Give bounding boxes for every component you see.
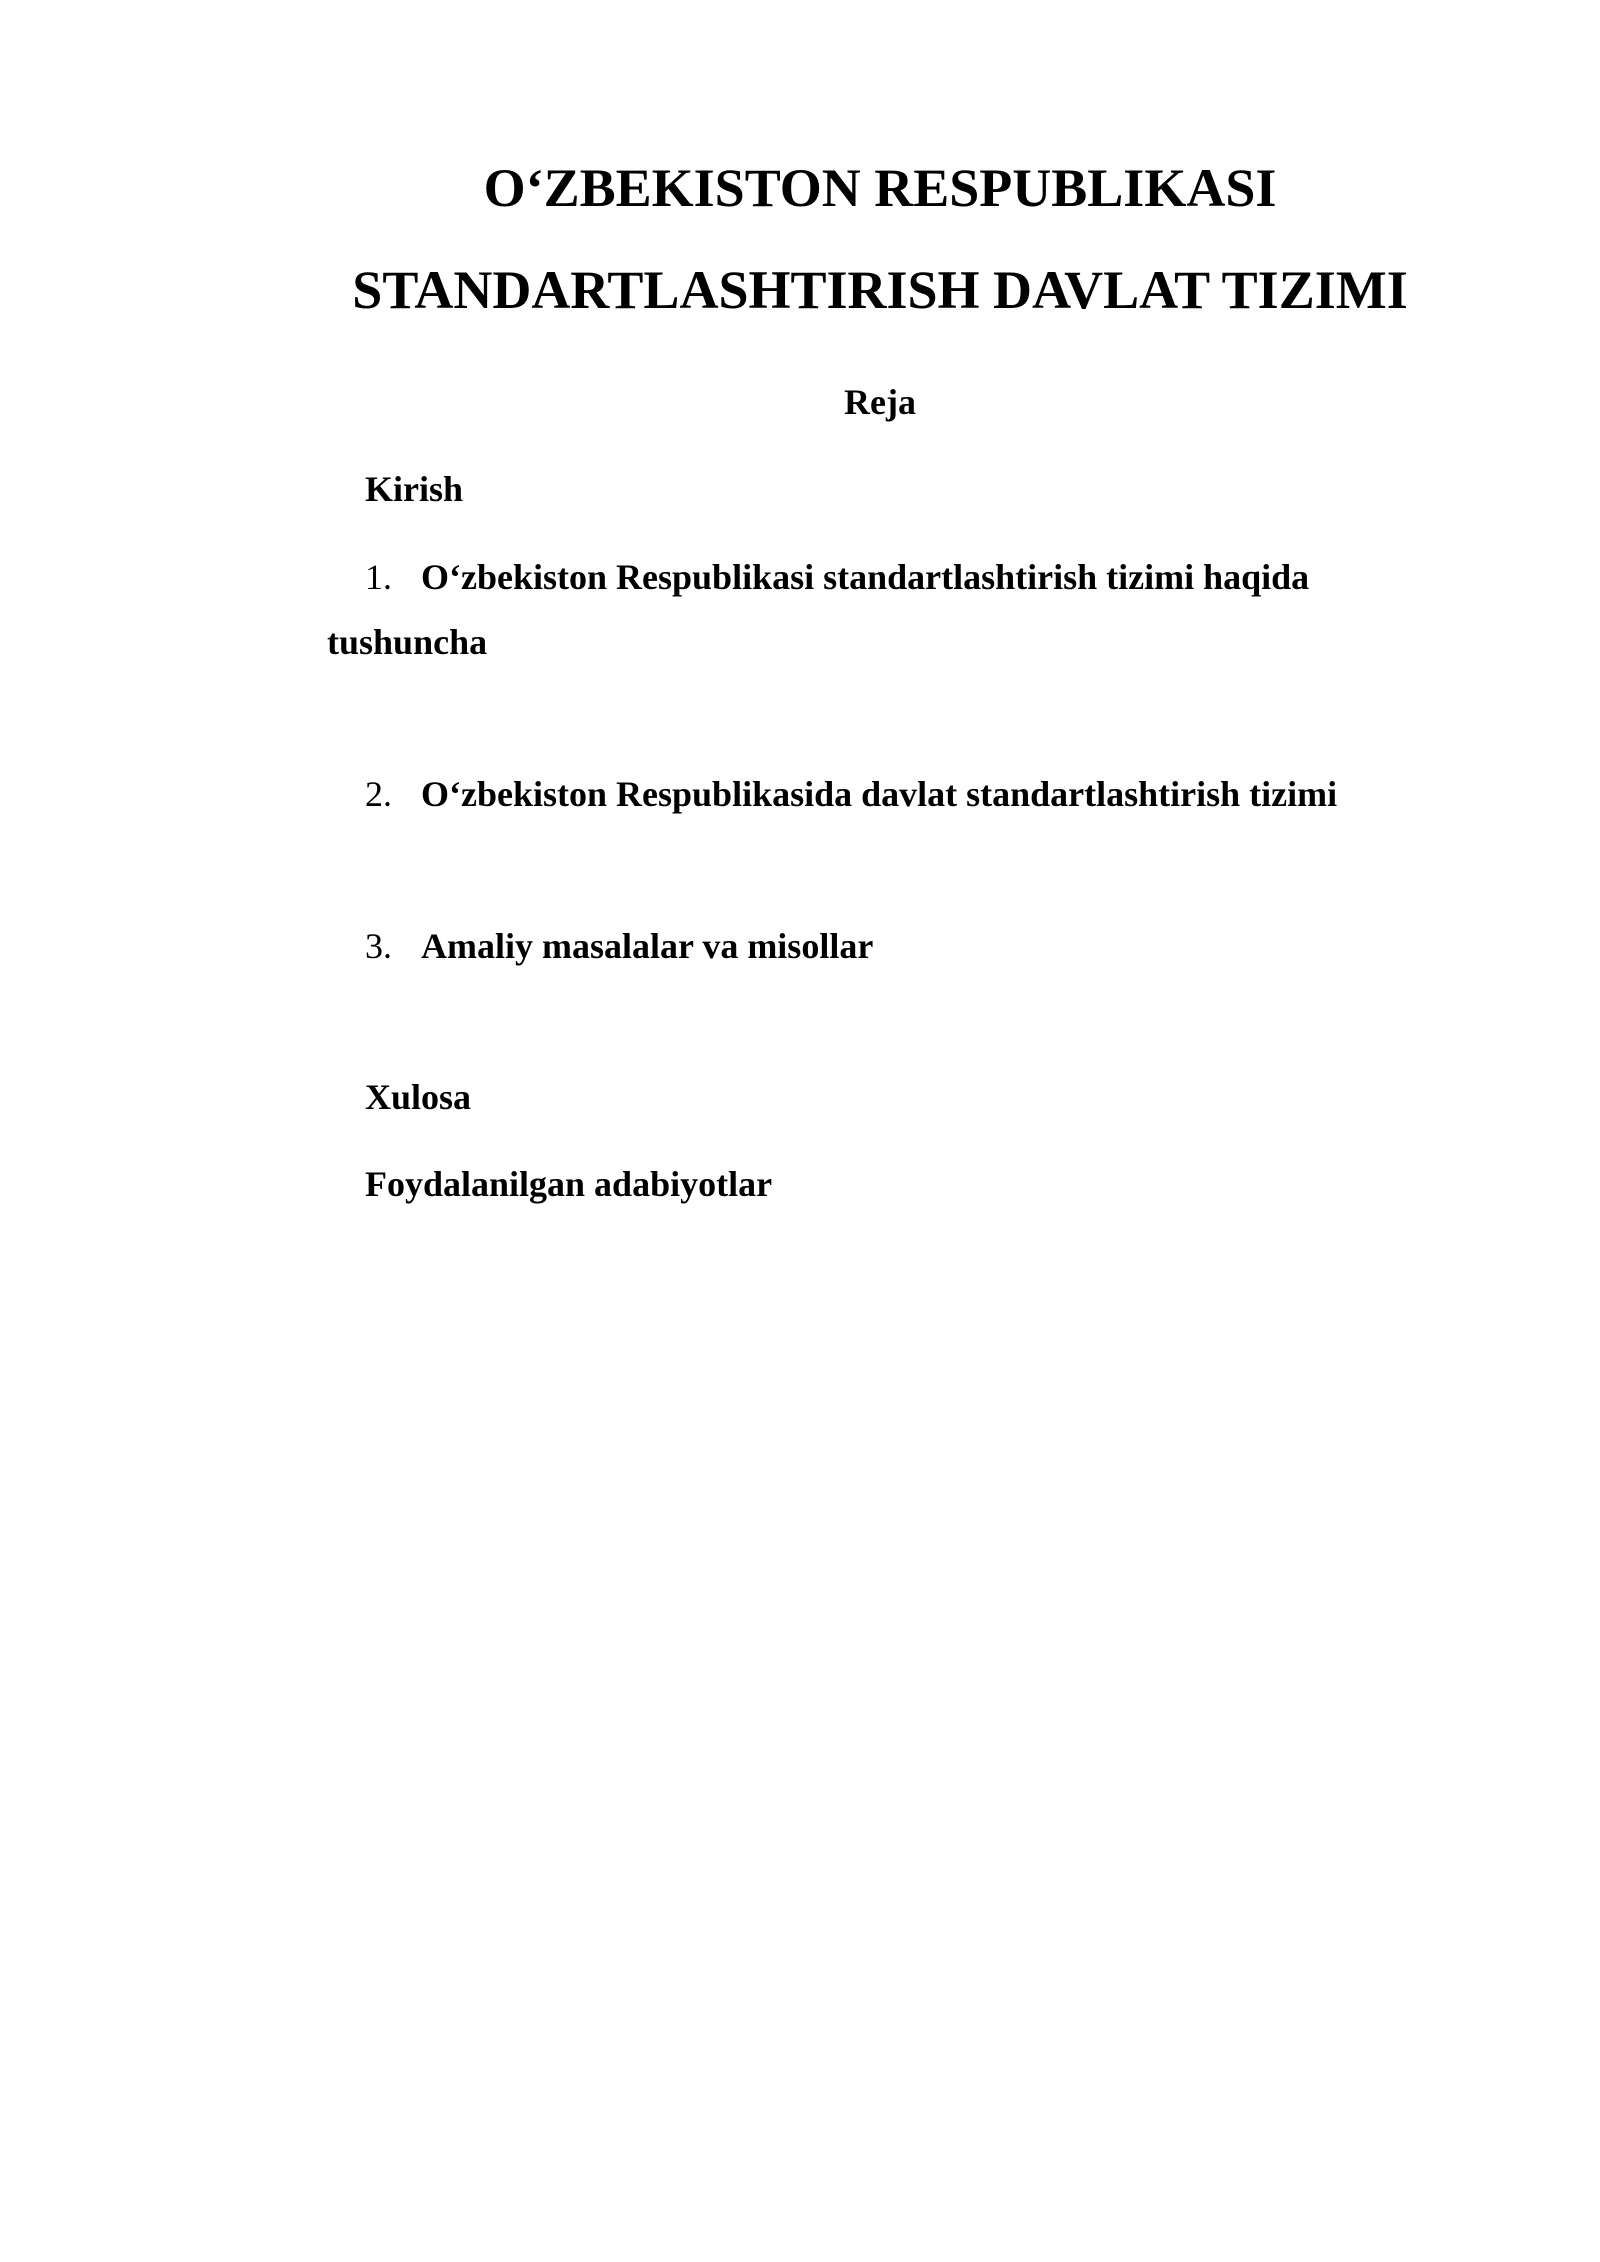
outline-item-1-text-line-1: O‘zbekiston Respublikasi standartlashtirish tizimi haqida <box>421 557 1310 597</box>
outline-conclusion: Xulosa <box>365 1077 472 1117</box>
outline-item-1-text-line-2: tushuncha <box>327 622 488 662</box>
outline-references: Foydalanilgan adabiyotlar <box>365 1164 773 1204</box>
outline-item-3-text: Amaliy masalalar va misollar <box>421 926 874 966</box>
document-title-line-1: O‘ZBEKISTON RESPUBLIKASI <box>483 158 1277 218</box>
outline-item-2-number: 2. <box>365 774 392 814</box>
outline-item-1-number: 1. <box>365 557 392 597</box>
plan-heading: Reja <box>844 382 916 422</box>
outline-item-3-number: 3. <box>365 926 392 966</box>
outline-intro: Kirish <box>365 469 464 509</box>
outline-item-2-text: O‘zbekiston Respublikasida davlat standartlashtirish tizimi <box>421 774 1338 814</box>
document-title-line-2: STANDARTLASHTIRISH DAVLAT TIZIMI <box>352 260 1408 320</box>
